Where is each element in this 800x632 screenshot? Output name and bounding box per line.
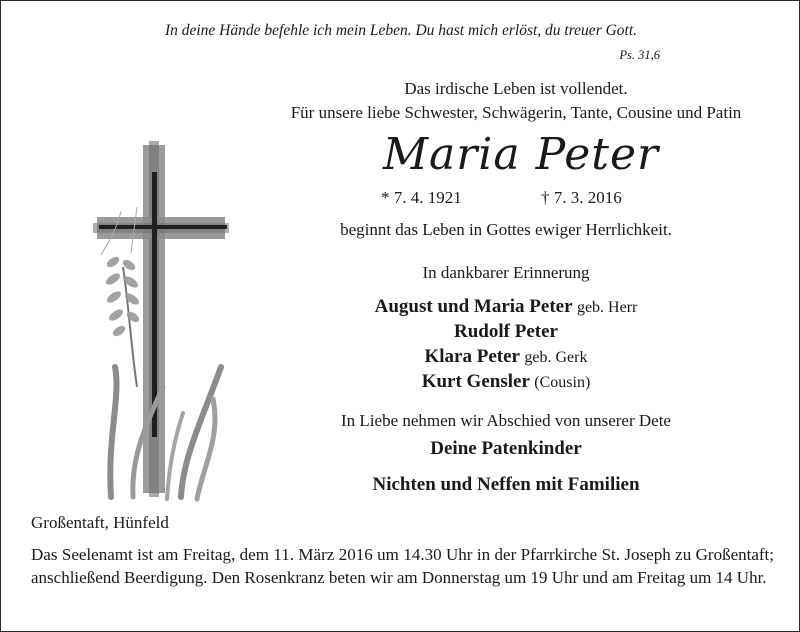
deceased-name: Maria Peter	[382, 129, 660, 180]
scripture-verse: In deine Hände befehle ich mein Leben. Du hast mich erlöst, du treuer Gott.	[164, 22, 638, 39]
mourner-name-text: August und Maria Peter	[374, 296, 573, 317]
birth-date: * 7. 4. 1921	[381, 188, 462, 207]
mourner-name-text: Klara Peter	[424, 346, 520, 367]
intro-line-2: Für unsere liebe Schwester, Schwägerin, Tante, Cousine und Patin	[290, 103, 742, 122]
mourner-note: geb. Herr	[576, 299, 638, 316]
family-line: Nichten und Neffen mit Familien	[372, 474, 640, 495]
cross-with-wheat-icon	[71, 137, 271, 505]
farewell-line: In Liebe nehmen wir Abschied von unserer Dete	[341, 411, 671, 430]
intro-line-1: Das irdische Leben ist vollendet.	[404, 79, 628, 98]
mourner-name-text: Rudolf Peter	[454, 321, 558, 342]
mourner-name	[231, 296, 781, 318]
mourner-name	[231, 321, 781, 343]
eternal-life-line: beginnt das Leben in Gottes ewiger Herrlichkeit.	[340, 220, 672, 239]
godchildren-line: Deine Patenkinder	[430, 438, 582, 459]
mourner-note: geb. Gerk	[524, 349, 588, 366]
intro-text	[231, 77, 800, 125]
remembrance-line: In dankbarer Erinnerung	[422, 263, 590, 282]
mourner-name-text: Kurt Gensler	[421, 371, 530, 392]
place-line: Großentaft, Hünfeld	[31, 513, 169, 532]
death-date: † 7. 3. 2016	[541, 188, 622, 207]
mourner-name	[231, 371, 781, 393]
scripture-reference: Ps. 31,6	[619, 48, 660, 62]
service-announcement: Das Seelenamt ist am Freitag, dem 11. März 2016 um 14.30 Uhr in der Pfarrkirche St. Joseph zu Großentaft; anschließend Beerdigung. Den Rosenkranz beten wir am Donnerstag um 19 Uhr und am Freitag um 14 Uhr.	[31, 545, 774, 587]
mourner-note: (Cousin)	[534, 374, 591, 391]
mourner-name	[231, 346, 781, 368]
